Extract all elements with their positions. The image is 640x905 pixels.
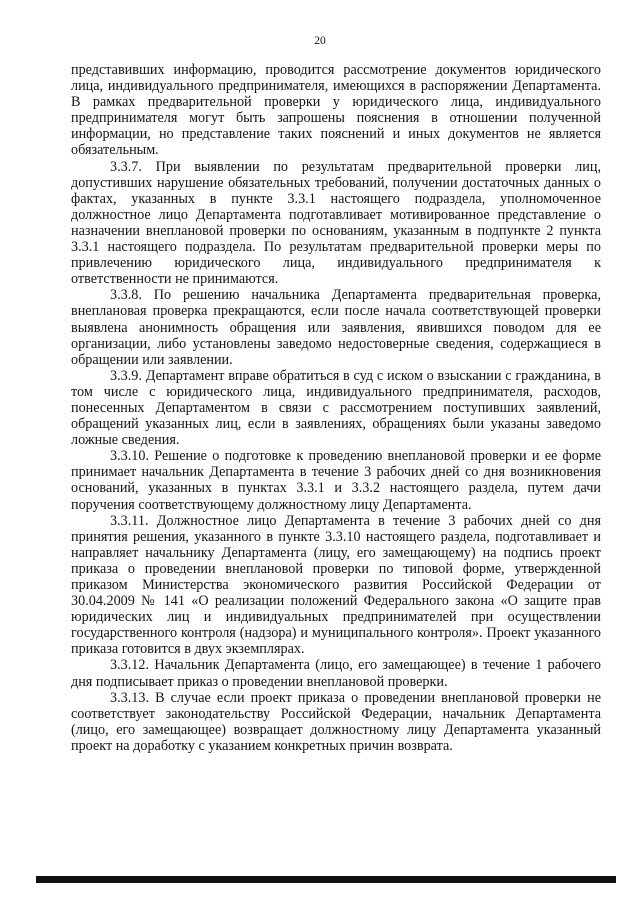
scan-edge-bar (36, 876, 616, 883)
paragraph-3-3-11: 3.3.11. Должностное лицо Департамента в течение 3 рабочих дней со дня принятия решения, указанного в пункте 3.3.10 настоящего раздела, подготавливает и направляет начальнику Департамента (лицу, его замещающему) на подпись проект приказа о проведении внеплановой проверки по типовой форме, утвержденной приказом Министерства экономического развития Российской Федерации от 30.04.2009 № 141 «О реализации положений Федерального закона «О защите прав юридических лиц и индивидуальных предпринимателей при осуществлении государственного контроля (надзора) и муниципального контроля». Проект указанного приказа готовится в двух экземплярах. (71, 512, 601, 658)
paragraph-3-3-8: 3.3.8. По решению начальника Департамента предварительная проверка, внеплановая проверка прекращаются, если после начала соответствующей проверки выявлена анонимность обращения или заявления, явившихся поводом для ее организации, либо установлены заведомо недостоверные сведения, содержащиеся в обращении или заявлении. (71, 287, 601, 368)
paragraph-3-3-12: 3.3.12. Начальник Департамента (лицо, его замещающее) в течение 1 рабочего дня подписывает приказ о проведении внеплановой проверки. (71, 657, 601, 690)
document-body (71, 62, 601, 754)
paragraph-3-3-9: 3.3.9. Департамент вправе обратиться в суд с иском о взыскании с гражданина, в том числе с юридического лица, индивидуального предпринимателя, расходов, понесенных Департаментом в связи с рассмотрением поступивших заявлений, обращений указанных лиц, если в заявлениях, обращениях были указаны заведомо ложные сведения. (71, 367, 601, 449)
paragraph-3-3-10: 3.3.10. Решение о подготовке к проведению внеплановой проверки и ее форме принимает начальник Департамента в течение 3 рабочих дней со дня возникновения оснований, указанных в пунктах 3.3.1 и 3.3.2 настоящего раздела, путем дачи поручения соответствующему должностному лицу Департамента. (71, 448, 601, 513)
paragraph-continuation: представивших информацию, проводится рассмотрение документов юридического лица, индивидуального предпринимателя, имеющихся в распоряжении Департамента. В рамках предварительной проверки у юридического лица, индивидуального предпринимателя могут быть запрошены пояснения в отношении полученной информации, но представление таких пояснений и иных документов не является обязательным. (71, 62, 601, 159)
page-number: 20 (314, 35, 326, 47)
paragraph-3-3-13: 3.3.13. В случае если проект приказа о проведении внеплановой проверки не соответствует законодательству Российской Федерации, начальник Департамента (лицо, его замещающее) возвращает должностному лицу Департамента указанный проект на доработку с указанием конкретных причин возврата. (71, 689, 601, 754)
paragraph-3-3-7: 3.3.7. При выявлении по результатам предварительной проверки лиц, допустивших нарушение обязательных требований, получении достаточных данных о фактах, указанных в пункте 3.3.1 настоящего подраздела, уполномоченное должностное лицо Департамента подготавливает мотивированное представление о назначении внеплановой проверки по основаниям, указанным в подпункте 2 пункта 3.3.1 настоящего подраздела. По результатам предварительной проверки меры по привлечению юридического лица, индивидуального предпринимателя к ответственности не принимаются. (71, 158, 601, 288)
